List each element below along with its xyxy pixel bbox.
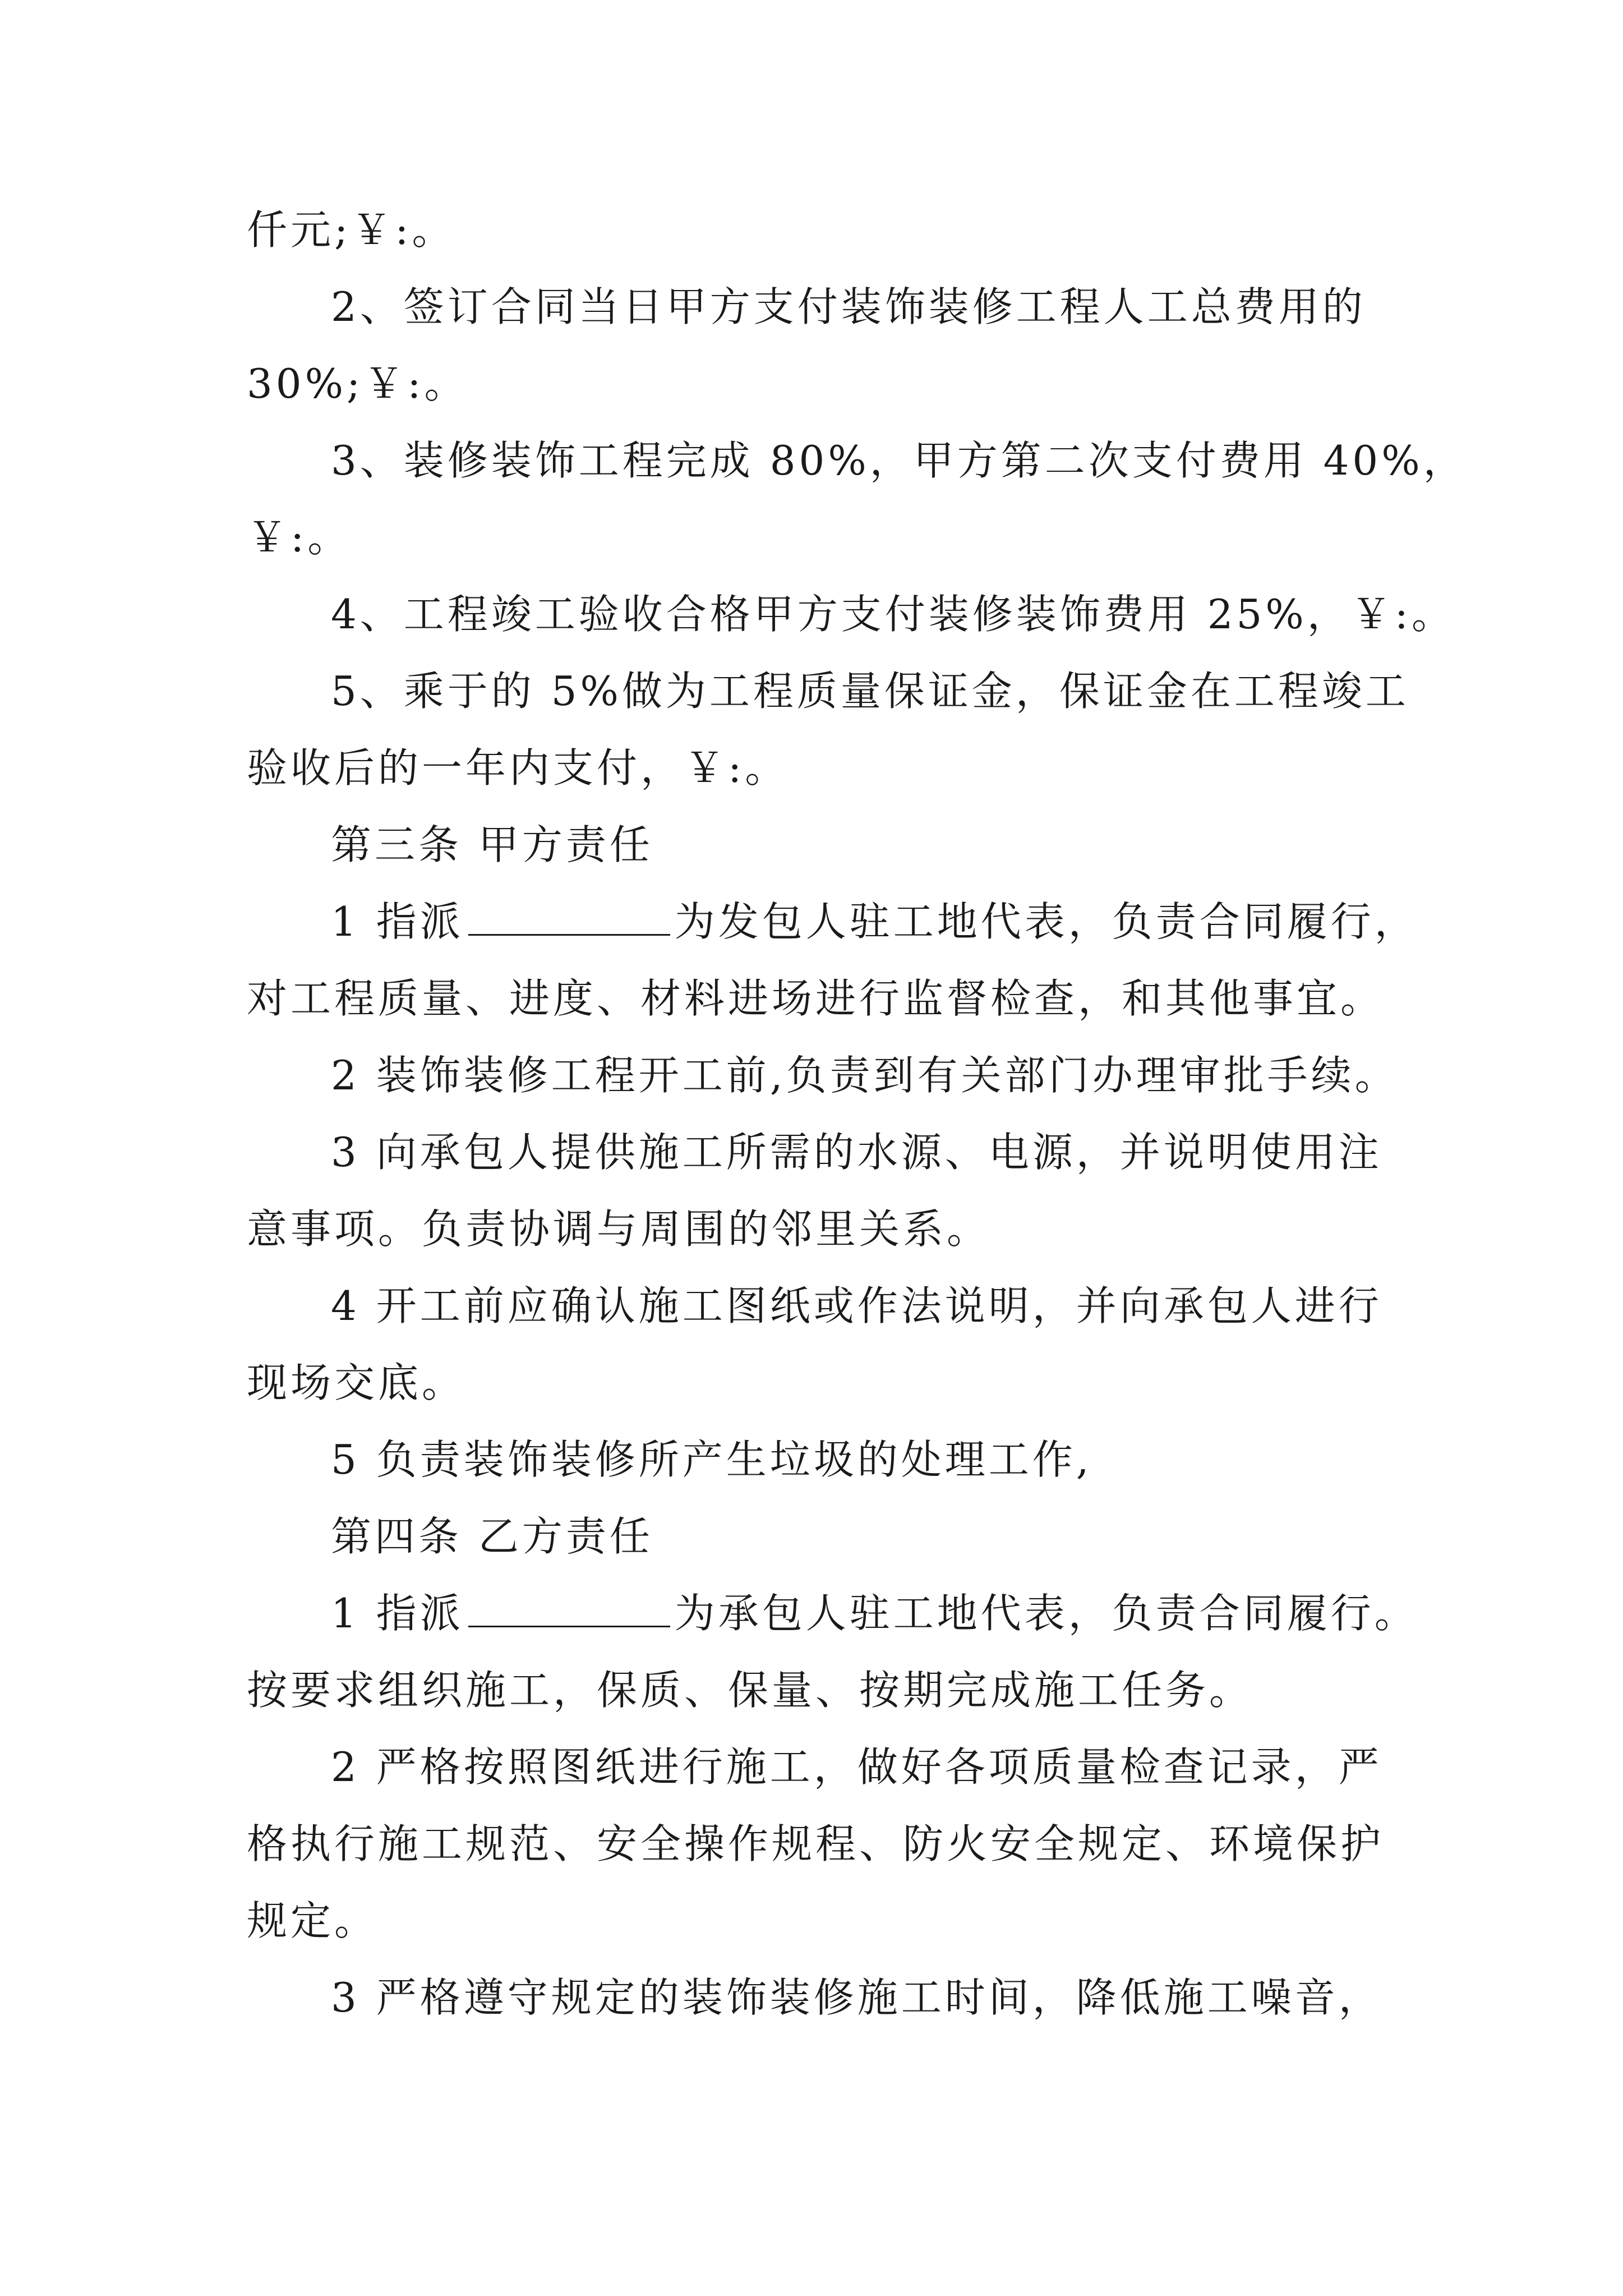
text-line: 3、装修装饰工程完成 80%，甲方第二次支付费用 40%，: [331, 437, 1467, 484]
text-line: 现场交底。: [247, 1359, 466, 1406]
assign-prefix: 1 指派: [331, 1590, 464, 1637]
text-line: 2、签订合同当日甲方支付装饰装修工程人工总费用的: [331, 283, 1366, 330]
text-line: 3 严格遵守规定的装饰装修施工时间，降低施工噪音，: [331, 1974, 1382, 2021]
text-line: 对工程质量、进度、材料进场进行监督检查，和其他事宜。: [247, 975, 1385, 1022]
text-line: 格执行施工规范、安全操作规程、防火安全规定、环境保护: [247, 1820, 1385, 1867]
assign-text: 为承包人驻工地代表，负责合同履行。: [674, 1590, 1418, 1637]
section-heading: 第三条 甲方责任: [331, 821, 653, 868]
text-line: ￥:。: [247, 514, 352, 561]
text-line: 4、工程竣工验收合格甲方支付装修装饰费用 25%，￥:。: [331, 591, 1455, 638]
text-line: 规定。: [247, 1897, 379, 1944]
text-line: 5 负责装饰装修所产生垃圾的处理工作,: [331, 1436, 1092, 1483]
text-line: 2 严格按照图纸进行施工，做好各项质量检查记录，严: [331, 1743, 1382, 1791]
text-line: [331, 894, 1418, 950]
text-line: 4 开工前应确认施工图纸或作法说明，并向承包人进行: [331, 1282, 1382, 1329]
text-line: 2 装饰装修工程开工前,负责到有关部门办理审批手续。: [331, 1052, 1399, 1099]
text-line: [331, 1585, 1418, 1641]
text-line: 验收后的一年内支付，￥:。: [247, 744, 789, 792]
assign-text: 为发包人驻工地代表，负责合同履行，: [674, 898, 1418, 945]
text-line: 意事项。负责协调与周围的邻里关系。: [247, 1205, 991, 1253]
section-heading: 第四条 乙方责任: [331, 1513, 653, 1560]
fill-in-blank: [468, 1591, 670, 1627]
text-line: 按要求组织施工，保质、保量、按期完成施工任务。: [247, 1667, 1253, 1714]
text-line: 30%;￥:。: [247, 360, 468, 407]
fill-in-blank: [468, 899, 670, 936]
text-line: 5、乘于的 5%做为工程质量保证金，保证金在工程竣工: [331, 668, 1409, 715]
text-line: 3 向承包人提供施工所需的水源、电源，并说明使用注: [331, 1129, 1382, 1176]
text-line: 仟元;￥:。: [247, 206, 456, 254]
assign-prefix: 1 指派: [331, 898, 464, 945]
